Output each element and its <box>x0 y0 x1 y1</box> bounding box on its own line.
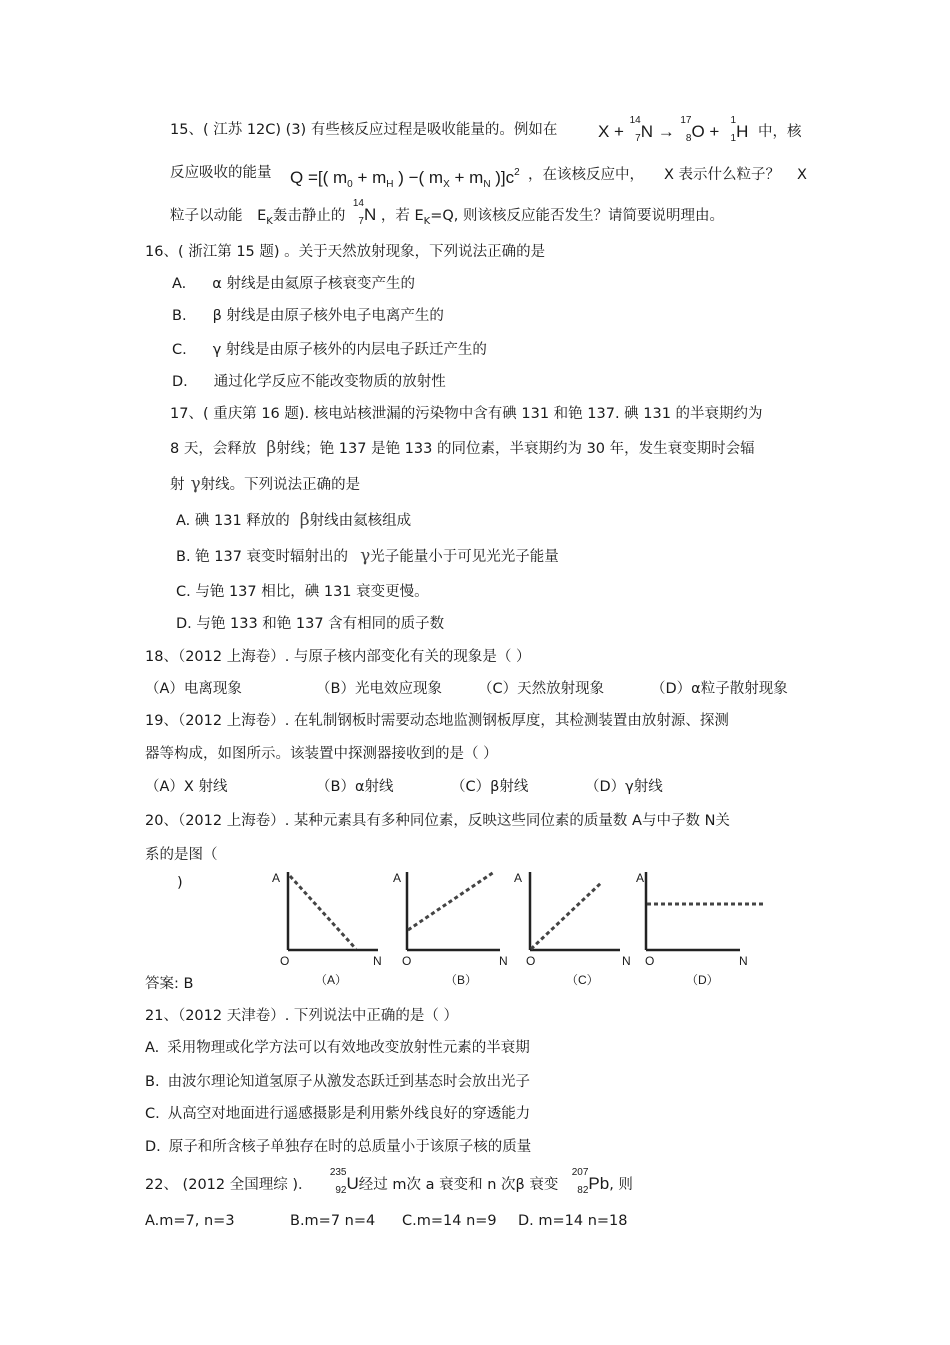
nuclide-n14-b: 14 7 <box>352 198 364 227</box>
q20-line3: ) <box>177 875 183 891</box>
q17-line3: 射 γ射线。下列说法正确的是 <box>170 474 361 494</box>
panel-label: （D） <box>686 973 719 987</box>
q15-line2-end: X <box>797 167 807 183</box>
q22-option-b: B.m=7 n=4 <box>290 1213 376 1229</box>
q20-answer: 答案: B <box>145 976 194 992</box>
origin-label: O <box>402 954 412 968</box>
q15-eq-o: O + <box>691 122 720 141</box>
q15-stem-prefix: 15、( 江苏 12C) (3) 有些核反应过程是吸收能量的。例如在 <box>170 122 558 138</box>
axis-label-x: N <box>739 954 748 968</box>
q15-line2 <box>170 163 272 183</box>
q15-line1-suffix: 中，核 <box>758 124 802 140</box>
q22-option-c: C.m=14 n=9 <box>402 1213 497 1229</box>
axis-label-y: A <box>514 871 523 885</box>
q20-line1: 20、（2012 上海卷）. 某种元素具有多种同位素，反映这些同位素的质量数 A与中子数 N关 <box>145 813 730 829</box>
nuclide-pb207: 207 82 <box>571 1167 589 1196</box>
graph-c <box>514 871 631 987</box>
q22-option-d: D. m=14 n=18 <box>518 1213 628 1229</box>
q20-line2: 系的是图（ <box>145 847 218 863</box>
axis-label-y: A <box>393 871 402 885</box>
data-line <box>290 876 356 949</box>
q16-option-c: C. γ 射线是由原子核外的内层电子跃迁产生的 <box>172 342 487 358</box>
q15-line2-suffix: ，在该核反应中， <box>528 167 644 183</box>
q18-option-c: （C）天然放射现象 <box>478 681 605 697</box>
q18-stem: 18、（2012 上海卷）. 与原子核内部变化有关的现象是（ ） <box>145 649 531 665</box>
q16-option-b: B. β 射线是由原子核外电子电离产生的 <box>172 308 444 324</box>
q21-option-d: D. 原子和所含核子单独存在时的总质量小于该原子核的质量 <box>145 1139 532 1155</box>
q19-option-b: （B）α射线 <box>316 779 394 795</box>
q21-option-b: B. 由波尔理论知道氢原子从激发态跃迁到基态时会放出光子 <box>145 1074 531 1090</box>
origin-label: O <box>280 954 290 968</box>
q22-stem: 22、 (2012 全国理综 )． 235 92 U经过 m次 a 衰变和 n 次β 衰变 207 82 Pb, 则 <box>145 1167 633 1196</box>
axis-label-y: A <box>636 871 645 885</box>
q15-line2-question: X 表示什么粒子？ <box>664 167 781 183</box>
q21-option-c: C. 从高空对地面进行遥感摄影是利用紫外线良好的穿透能力 <box>145 1106 531 1122</box>
q16-option-a: A. α 射线是由氦原子核衰变产生的 <box>172 276 415 292</box>
q17-option-c: C. 与铯 137 相比，碘 131 衰变更慢。 <box>176 584 429 600</box>
q15-equation <box>598 115 749 144</box>
data-line <box>408 872 494 930</box>
q18-option-b: （B）光电效应现象 <box>316 681 442 697</box>
q15-eq-h: H <box>736 122 749 141</box>
q15-line1 <box>170 120 557 140</box>
q22-option-a: A.m=7, n=3 <box>145 1213 235 1229</box>
q15-eq-x: X + <box>598 122 624 141</box>
q21-option-a: A. 采用物理或化学方法可以有效地改变放射性元素的半衰期 <box>145 1040 530 1056</box>
q15-line3: 粒子以动能 $E_K$轰击静止的 14 7 N ，若 $E_K=Q$, 则该核反应能否发生？请简要说明理由。 <box>170 198 724 227</box>
graph-b <box>393 871 508 987</box>
q19-line2: 器等构成，如图所示。该装置中探测器接收到的是（ ） <box>145 746 498 762</box>
q19-option-a: （A）X 射线 <box>145 779 228 795</box>
q20-graphs <box>0 862 950 992</box>
axis-label-x: N <box>622 954 631 968</box>
panel-label: （A） <box>315 973 348 987</box>
beta-symbol: β <box>266 438 277 458</box>
nuclide-u235: 235 92 <box>329 1167 347 1196</box>
q15-l2-prefix: 反应吸收的能量 <box>170 165 272 181</box>
data-line <box>531 882 602 949</box>
q19-option-c: （C）β射线 <box>451 779 529 795</box>
axis-label-x: N <box>373 954 382 968</box>
q17-option-a: A. 碘 131 释放的 β射线由氦核组成 <box>176 510 412 530</box>
nuclide-n14: 14 7 <box>629 115 641 144</box>
gamma-symbol: γ <box>190 474 201 494</box>
q19-line1: 19、（2012 上海卷）. 在轧制钢板时需要动态地监测钢板厚度，其检测装置由放射源、探测 <box>145 713 729 729</box>
origin-label: O <box>526 954 536 968</box>
q18-option-a: （A）电离现象 <box>145 681 242 697</box>
q19-option-d: （D）γ射线 <box>585 779 663 795</box>
origin-label: O <box>645 954 655 968</box>
panel-label: （B） <box>445 973 478 987</box>
q16-stem: 16、( 浙江第 15 题) 。关于天然放射现象，下列说法正确的是 <box>145 244 546 260</box>
q21-stem: 21、（2012 天津卷）. 下列说法中正确的是（ ） <box>145 1008 459 1024</box>
q15-ek: E <box>257 208 267 224</box>
nuclide-h1: 1 1 <box>730 115 737 144</box>
q17-line2: 8 天，会释放 β射线；铯 137 是铯 133 的同位素，半衰期约为 30 年，发生衰变期时会辐 <box>170 438 755 458</box>
panel-label: （C） <box>566 973 599 987</box>
q17-line1: 17、( 重庆第 16 题). 核电站核泄漏的污染物中含有碘 131 和铯 137. 碘 131 的半衰期约为 <box>170 406 763 422</box>
axis-label-x: N <box>499 954 508 968</box>
graph-d <box>636 871 766 987</box>
q18-option-d: （D）α粒子散射现象 <box>651 681 788 697</box>
q17-option-b: B. 铯 137 衰变时辐射出的 γ光子能量小于可见光光子能量 <box>176 546 559 566</box>
axis-label-y: A <box>272 871 281 885</box>
q15-energy-formula: Q =[( $m_0 + m_H$ ) −( $m_X + m_N$ )]$c^2$ <box>290 167 520 190</box>
graph-a <box>272 871 382 987</box>
q15-eq-n: N → <box>640 122 675 141</box>
q17-option-d: D. 与铯 133 和铯 137 含有相同的质子数 <box>176 616 445 632</box>
q16-option-d: D. 通过化学反应不能改变物质的放射性 <box>172 374 446 390</box>
nuclide-o17: 17 8 <box>680 115 692 144</box>
